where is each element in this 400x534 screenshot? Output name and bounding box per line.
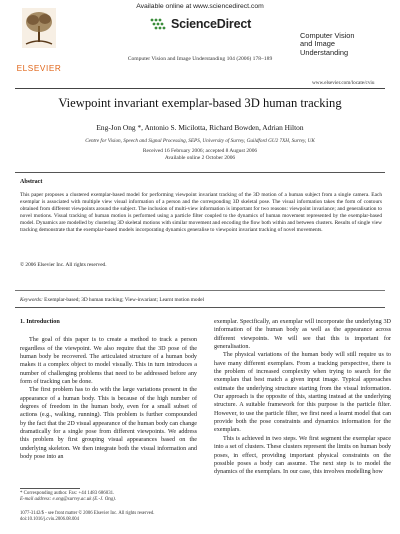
received-date: Received 16 February 2006; accepted 8 August 2006 bbox=[142, 148, 258, 154]
body-paragraph: This is achieved in two steps. We first segment the exemplar space into a set of clusters. These clusters represent the limits on human body poses, in effect, providing important physical constraints on the possible poses a body can assume. The next step is to model the dynamics of the exemplars. In our case, this involves modelling how bbox=[214, 435, 391, 476]
journal-name bbox=[300, 32, 396, 57]
corresponding-author-note: * Corresponding author. Fax: +44 1483 686031. bbox=[20, 491, 115, 496]
keywords-list: Exemplar-based; 3D human tracking; View-invariant; Learnt motion model bbox=[44, 297, 205, 303]
article-title: Viewpoint invariant exemplar-based 3D human tracking bbox=[58, 96, 342, 110]
abstract-top-divider bbox=[15, 172, 385, 173]
body-paragraph: exemplar. Specifically, an exemplar will incorporate the underlying 3D information of the human body as well as the appearance across different viewpoints. We will see that this is important for generalisation. bbox=[214, 319, 391, 351]
issn-line: 1077-3142/$ - see front matter © 2006 Elsevier Inc. All rights reserved. bbox=[20, 511, 155, 516]
journal-reference: Computer Vision and Image Understanding 104 (2006) 178–189 bbox=[127, 56, 273, 62]
journal-name-line-3: Understanding bbox=[300, 47, 349, 57]
abstract-bottom-divider bbox=[15, 307, 385, 308]
elsevier-wordmark: ELSEVIER bbox=[16, 64, 62, 73]
available-online-text: Available online at www.sciencedirect.com bbox=[136, 3, 264, 10]
body-column-left bbox=[20, 318, 197, 462]
issn-block bbox=[20, 511, 220, 524]
footnote bbox=[20, 491, 200, 503]
doi-line[interactable]: doi:10.1016/j.cviu.2006.08.004 bbox=[20, 517, 79, 523]
body-paragraph: The physical variations of the human body will still require us to have many different exemplars. From a tracking perspective, there is the problem of increased complexity when trying to search for the exemplars that best match a given input image. Typical approaches estimate the underlying structure starting from the visual information. Our approach is the opposite of this, starting instead at the underlying structure. A suitable framework for this purpose is the particle filter. However, to use the particle filter, we first need a learnt model that can provide both the pose constraints and dynamics information for the exemplars. bbox=[214, 352, 391, 434]
body-paragraph: The first problem has to do with the large variations present in the appearance of a human body. This is because of the high number of degrees of freedom in the human body, even for a small subset of actions (e.g., walking, running). This problem is further compounded by the fact that the 2D visual appearance of the human body can change dramatically for a single pose from different viewpoints. We address this problem by first grouping visual appearances based on the underlying skeleton. We then integrate both the visual information and body pose into an bbox=[20, 387, 197, 461]
elsevier-logo bbox=[8, 8, 70, 73]
email-line bbox=[20, 497, 200, 503]
journal-name-line-2: and Image bbox=[300, 39, 335, 49]
abstract-text: This paper proposes a clustered exemplar-based model for performing viewpoint invariant tracking of the 3D motion of a human subject from a single camera. Each exemplar is associated with multiple view visual information of a person and the corresponding 3D skeletal pose. The visual information takes the form of contours obtained from different viewpoints around the subject. The inclusion of multi-view information is important for two reasons: viewpoint invariance; and generalisation to novel motions. Visual tracking of human motion is performed using a particle filter coupled to the dynamics of human movement represented by the exemplar-based model. Dynamics are modelled by clustering 3D skeletal motions with similar movement and encoding the flow both within and between clusters. Results of single view tracking demonstrate that the exemplar-based models incorporating dynamics generalise to viewpoint invariant tracking of novel movements. bbox=[20, 192, 382, 233]
journal-url[interactable]: www.elsevier.com/locate/cviu bbox=[312, 80, 375, 86]
email-address[interactable]: e.ong@surrey.ac.uk (E.-J. Ong). bbox=[52, 497, 116, 503]
sciencedirect-mark-icon bbox=[149, 17, 167, 31]
article-authors: Eng-Jon Ong *, Antonio S. Micilotta, Richard Bowden, Adrian Hilton bbox=[96, 123, 304, 132]
sciencedirect-logo bbox=[100, 16, 300, 32]
abstract-copyright: © 2006 Elsevier Inc. All rights reserved. bbox=[20, 262, 107, 268]
email-label: E-mail address: bbox=[20, 497, 52, 503]
abstract-keywords-divider bbox=[15, 290, 385, 291]
section-heading: 1. Introduction bbox=[20, 318, 60, 325]
abstract-heading: Abstract bbox=[20, 179, 43, 185]
sciencedirect-name: ScienceDirect bbox=[170, 17, 252, 31]
body-column-right bbox=[214, 318, 391, 477]
journal-name-line-1: Computer Vision bbox=[300, 31, 355, 40]
header-divider bbox=[15, 88, 385, 89]
footnote-divider bbox=[20, 488, 80, 489]
keywords-label: Keywords: bbox=[20, 297, 43, 303]
article-dates bbox=[20, 148, 380, 162]
body-paragraph: The goal of this paper is to create a method to track a person regardless of the viewpoint. We also require that the 3D pose of the human body be recovered. The articulated structure of a human body makes it a complex object to model visually. This in turn introduces a number of challenging problems that need to be addressed before any form of tracking can be done. bbox=[20, 337, 197, 386]
author-affiliation: Centre for Vision, Speech and Signal Processing, SEPS, University of Surrey, Guildford GU2 7XH, Surrey, UK bbox=[85, 138, 315, 144]
header-center bbox=[100, 3, 300, 62]
elsevier-tree-icon bbox=[22, 8, 56, 48]
available-date: Available online 2 October 2006 bbox=[164, 155, 236, 162]
keywords-line bbox=[20, 297, 382, 303]
